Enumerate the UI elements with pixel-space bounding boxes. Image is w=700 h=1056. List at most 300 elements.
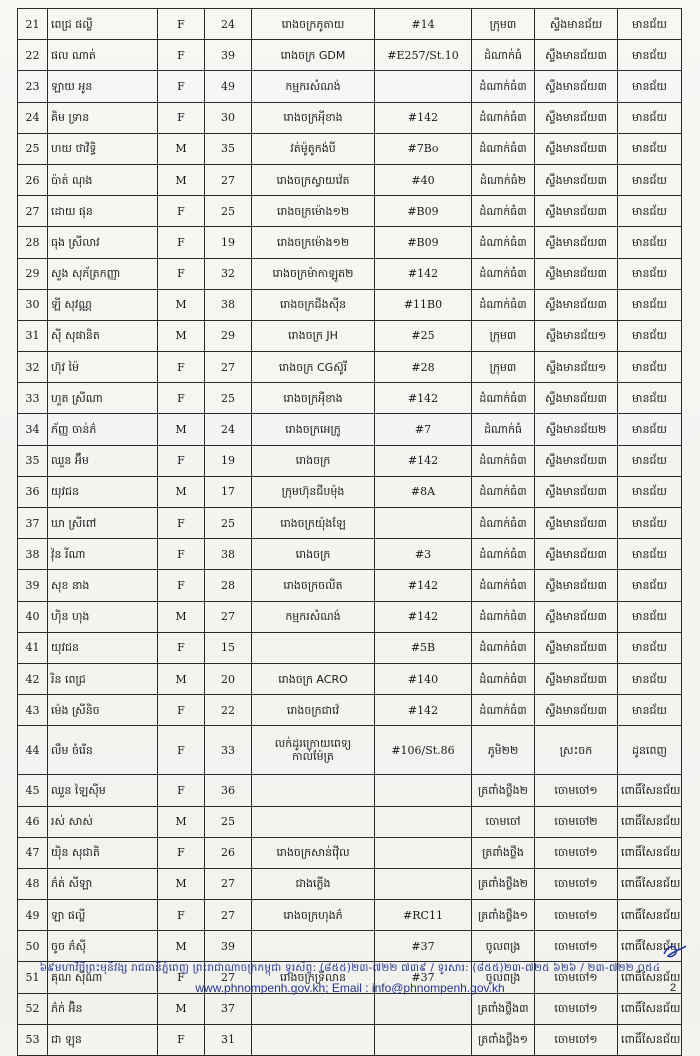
row-number-cell: 38 [18, 539, 48, 570]
row-number-cell: 24 [18, 102, 48, 133]
sex-cell: F [158, 900, 205, 931]
district-cell: មានជ័យ [618, 102, 682, 133]
row-number-cell: 26 [18, 164, 48, 195]
commune-cell: ស្ទឹងមានជ័យ៣ [535, 508, 618, 539]
person-name-cell: ភ៌ក់ អ៊ិន [48, 993, 158, 1024]
commune-cell: ស្ទឹងមានជ័យ៣ [535, 71, 618, 102]
person-name-cell: ឈួន អ៊ឹម [48, 445, 158, 476]
workplace-cell: រោងចក្រម៉ោង១២ [252, 196, 375, 227]
row-number-cell: 29 [18, 258, 48, 289]
workplace-cell: រោងចក្រសាន់វ៉ើល [252, 837, 375, 868]
person-name-cell: វ៉ុន រីណា [48, 539, 158, 570]
village-cell: ក្រុម៣ [472, 9, 535, 40]
person-name-cell: ឡាយ អូន [48, 71, 158, 102]
footer-address: ៦៩មហាវិថីព្រះមុនីវង្ស រាជធានីភ្នំពេញ ព្រះរាជាណាចក្រកម្ពុជា ទូរស័ព្ទ: (៨៥៥)២៣-៧២២ ៧៣៩ / ទូរសារ: (៨៥៥)២៣-៧២៥ ៦២៦ / ២៣-៧២២ ០៥៤ [39, 962, 661, 974]
table-row [18, 726, 682, 775]
table-row [18, 258, 682, 289]
roster-body [18, 9, 682, 1056]
house-number-cell: #11B0 [375, 289, 472, 320]
row-number-cell: 32 [18, 352, 48, 383]
row-number-cell: 46 [18, 806, 48, 837]
commune-cell: ស្ទឹងមានជ័យ១ [535, 320, 618, 351]
district-cell: ពោធិ៍សែនជ័យ [618, 962, 682, 993]
sex-cell: M [158, 868, 205, 899]
age-cell: 25 [205, 806, 252, 837]
commune-cell: ស្ទឹងមានជ័យ៣ [535, 196, 618, 227]
district-cell: មានជ័យ [618, 383, 682, 414]
commune-cell: ចោមចៅ១ [535, 775, 618, 806]
house-number-cell [375, 508, 472, 539]
commune-cell: ចោមចៅ១ [535, 993, 618, 1024]
house-number-cell: #B09 [375, 227, 472, 258]
commune-cell: ស្ទឹងមានជ័យ៣ [535, 445, 618, 476]
village-cell: ចូលពង្រ [472, 962, 535, 993]
row-number-cell: 51 [18, 962, 48, 993]
district-cell: មានជ័យ [618, 508, 682, 539]
age-cell: 27 [205, 868, 252, 899]
workplace-cell [252, 775, 375, 806]
district-cell: ពោធិ៍សែនជ័យ [618, 806, 682, 837]
age-cell: 25 [205, 508, 252, 539]
row-number-cell: 45 [18, 775, 48, 806]
row-number-cell: 48 [18, 868, 48, 899]
sex-cell: F [158, 962, 205, 993]
age-cell: 39 [205, 931, 252, 962]
commune-cell: ស្ទឹងមានជ័យ៣ [535, 258, 618, 289]
sex-cell: F [158, 1024, 205, 1055]
workplace-cell: រោងចក្រស្វាយវ៉េត [252, 164, 375, 195]
table-row [18, 414, 682, 445]
commune-cell: ស្ទឹងមានជ័យ៣ [535, 570, 618, 601]
age-cell: 29 [205, 320, 252, 351]
village-cell: ត្រពាំងថ្លឹង [472, 837, 535, 868]
sex-cell: M [158, 164, 205, 195]
district-cell: មានជ័យ [618, 632, 682, 663]
person-name-cell: គុណ ស៊ីណា [48, 962, 158, 993]
commune-cell: ចោមចៅ១ [535, 1024, 618, 1055]
sex-cell: F [158, 102, 205, 133]
commune-cell: ស្ទឹងមានជ័យ៣ [535, 695, 618, 726]
workplace-cell [252, 931, 375, 962]
table-row [18, 837, 682, 868]
village-cell: ដំណាក់ធំ៣ [472, 539, 535, 570]
house-number-cell: #142 [375, 570, 472, 601]
house-number-cell: #7Bo [375, 133, 472, 164]
row-number-cell: 36 [18, 476, 48, 507]
workplace-cell: រោងចក្រភូតាយ [252, 9, 375, 40]
table-row [18, 806, 682, 837]
village-cell: ដំណាក់ធំ៣ [472, 71, 535, 102]
district-cell: ដូនពេញ [618, 726, 682, 775]
house-number-cell: #3 [375, 539, 472, 570]
commune-cell: ចោមចៅ១ [535, 900, 618, 931]
age-cell: 24 [205, 9, 252, 40]
age-cell: 28 [205, 570, 252, 601]
district-cell: មានជ័យ [618, 601, 682, 632]
commune-cell: ស្ទឹងមានជ័យ៣ [535, 383, 618, 414]
letterhead-footer [0, 962, 700, 995]
row-number-cell: 33 [18, 383, 48, 414]
age-cell: 15 [205, 632, 252, 663]
commune-cell: ចោមចៅ១ [535, 931, 618, 962]
table-row [18, 289, 682, 320]
village-cell: ចោមចៅ [472, 806, 535, 837]
table-row [18, 102, 682, 133]
village-cell: ត្រពាំងថ្លឹង១ [472, 900, 535, 931]
person-name-cell: លឹម ចំរើន [48, 726, 158, 775]
village-cell: ដំណាក់ធំ [472, 40, 535, 71]
person-name-cell: សុខ នាង [48, 570, 158, 601]
workplace-cell: រោងចក្រអុីខាង [252, 383, 375, 414]
village-cell: ដំណាក់ធំ៣ [472, 601, 535, 632]
person-name-cell: រស់ សាស់ [48, 806, 158, 837]
row-number-cell: 52 [18, 993, 48, 1024]
workplace-cell: វត់ម៉ូតូកង់បី [252, 133, 375, 164]
village-cell: ត្រពាំងថ្លឹង១ [472, 1024, 535, 1055]
house-number-cell: #5B [375, 632, 472, 663]
row-number-cell: 27 [18, 196, 48, 227]
person-name-cell: ប៉ាត់ ណុង [48, 164, 158, 195]
house-number-cell: #142 [375, 383, 472, 414]
age-cell: 27 [205, 962, 252, 993]
person-name-cell: ឡា ផល្លី [48, 900, 158, 931]
village-cell: ដំណាក់ធំ៣ [472, 508, 535, 539]
village-cell: ដំណាក់ធំ៣ [472, 476, 535, 507]
person-name-cell: គិម ទ្រាន [48, 102, 158, 133]
person-name-cell: យុវជន [48, 632, 158, 663]
person-name-cell: យុវជន [48, 476, 158, 507]
row-number-cell: 50 [18, 931, 48, 962]
commune-cell: ស្ទឹងមានជ័យ៣ [535, 632, 618, 663]
age-cell: 19 [205, 227, 252, 258]
house-number-cell: #14 [375, 9, 472, 40]
person-name-cell: ឡី សុវណ្ណ [48, 289, 158, 320]
row-number-cell: 53 [18, 1024, 48, 1055]
age-cell: 35 [205, 133, 252, 164]
commune-cell: ស្ទឹងមានជ័យ៣ [535, 133, 618, 164]
village-cell: ដំណាក់ធំ៣ [472, 133, 535, 164]
village-cell: ដំណាក់ធំ៣ [472, 445, 535, 476]
table-row [18, 9, 682, 40]
sex-cell: M [158, 320, 205, 351]
district-cell: មានជ័យ [618, 570, 682, 601]
row-number-cell: 23 [18, 71, 48, 102]
person-name-cell: ជា ឡុន [48, 1024, 158, 1055]
age-cell: 32 [205, 258, 252, 289]
workplace-cell: រោងចក្រម៉ោង១២ [252, 227, 375, 258]
commune-cell: ស្ទឹងមានជ័យ៣ [535, 476, 618, 507]
sex-cell: F [158, 539, 205, 570]
sex-cell: F [158, 40, 205, 71]
district-cell: ពោធិ៍សែនជ័យ [618, 931, 682, 962]
signature-mark [660, 940, 690, 964]
table-row [18, 445, 682, 476]
age-cell: 31 [205, 1024, 252, 1055]
workplace-cell [252, 1024, 375, 1055]
district-cell: មានជ័យ [618, 196, 682, 227]
table-row [18, 695, 682, 726]
village-cell: ក្រុម៣ [472, 352, 535, 383]
workplace-cell [252, 993, 375, 1024]
commune-cell: ស្ទឹងមានជ័យ៣ [535, 601, 618, 632]
sex-cell: F [158, 71, 205, 102]
commune-cell: ស្ទឹងមានជ័យ៣ [535, 164, 618, 195]
row-number-cell: 21 [18, 9, 48, 40]
table-row [18, 663, 682, 694]
house-number-cell: #106/St.86 [375, 726, 472, 775]
age-cell: 25 [205, 196, 252, 227]
person-name-cell: ភ័ញ្ញ ចាន់ភ៌ [48, 414, 158, 445]
person-name-cell: ហ៊ិន ហុង [48, 601, 158, 632]
workplace-cell: រោងចក្រជីងស៊ីន [252, 289, 375, 320]
workplace-cell: រោងចក្រជាវ៉េ [252, 695, 375, 726]
sex-cell: M [158, 476, 205, 507]
commune-cell: ស្ទឹងមានជ័យ៣ [535, 40, 618, 71]
age-cell: 27 [205, 900, 252, 931]
district-cell: ពោធិ៍សែនជ័យ [618, 837, 682, 868]
house-number-cell [375, 775, 472, 806]
house-number-cell [375, 868, 472, 899]
house-number-cell: #7 [375, 414, 472, 445]
sex-cell: F [158, 695, 205, 726]
person-name-cell: ឃា ស្រីពៅ [48, 508, 158, 539]
age-cell: 27 [205, 352, 252, 383]
house-number-cell: #8A [375, 476, 472, 507]
workplace-cell: រោងចក្រ [252, 539, 375, 570]
table-row [18, 476, 682, 507]
district-cell: មានជ័យ [618, 71, 682, 102]
village-cell: ត្រពាំងថ្លឹង២ [472, 775, 535, 806]
commune-cell: ស្ទឹងមានជ័យ៣ [535, 663, 618, 694]
person-name-cell: ឈួន ឡៃស៊ីម [48, 775, 158, 806]
age-cell: 27 [205, 164, 252, 195]
table-row [18, 383, 682, 414]
person-name-cell: ពេជ្រ ផល្លី [48, 9, 158, 40]
table-row [18, 164, 682, 195]
village-cell: ដំណាក់ធំ៣ [472, 632, 535, 663]
row-number-cell: 22 [18, 40, 48, 71]
village-cell: ភូមិ២២ [472, 726, 535, 775]
sex-cell: F [158, 196, 205, 227]
age-cell: 37 [205, 993, 252, 1024]
house-number-cell: #37 [375, 962, 472, 993]
house-number-cell: #140 [375, 663, 472, 694]
district-cell: មានជ័យ [618, 164, 682, 195]
page-number: 2 [670, 982, 677, 994]
commune-cell: ស្ទឹងមានជ័យ១ [535, 352, 618, 383]
district-cell: មានជ័យ [618, 695, 682, 726]
table-row [18, 570, 682, 601]
workplace-cell: រោងចក្រ GDM [252, 40, 375, 71]
workplace-cell: រោងចក្រអេក្រូ [252, 414, 375, 445]
sex-cell: F [158, 9, 205, 40]
age-cell: 24 [205, 414, 252, 445]
person-name-cell: ហយ ថាវិទ្ធិ [48, 133, 158, 164]
village-cell: ដំណាក់ធំ៣ [472, 570, 535, 601]
workplace-cell: រោងចក្រ [252, 445, 375, 476]
sex-cell: F [158, 352, 205, 383]
table-row [18, 320, 682, 351]
table-row [18, 71, 682, 102]
age-cell: 36 [205, 775, 252, 806]
district-cell: មានជ័យ [618, 289, 682, 320]
commune-cell: ស្រះចក [535, 726, 618, 775]
workplace-cell: រោងចក្រហុងភ៌ [252, 900, 375, 931]
age-cell: 39 [205, 40, 252, 71]
table-row [18, 775, 682, 806]
row-number-cell: 30 [18, 289, 48, 320]
age-cell: 27 [205, 601, 252, 632]
district-cell: ពោធិ៍សែនជ័យ [618, 900, 682, 931]
village-cell: ដំណាក់ធំ៣ [472, 383, 535, 414]
house-number-cell: #37 [375, 931, 472, 962]
house-number-cell: #142 [375, 102, 472, 133]
row-number-cell: 25 [18, 133, 48, 164]
district-cell: មានជ័យ [618, 414, 682, 445]
commune-cell: ចោមចៅ២ [535, 806, 618, 837]
commune-cell: ស្ទឹងមានជ័យ៣ [535, 102, 618, 133]
age-cell: 19 [205, 445, 252, 476]
person-name-cell: ម៉េង ស្រីនិច [48, 695, 158, 726]
sex-cell: F [158, 383, 205, 414]
person-name-cell: សួង សុភ័ត្រកញ្ញា [48, 258, 158, 289]
village-cell: ត្រពាំងថ្លឹង២ [472, 868, 535, 899]
district-cell: ពោធិ៍សែនជ័យ [618, 1024, 682, 1055]
workplace-cell: ជាងភ្លើង [252, 868, 375, 899]
workplace-cell: រោងចក្រអុីខាង [252, 102, 375, 133]
commune-cell: ស្ទឹងមានជ័យ៣ [535, 539, 618, 570]
village-cell: ដំណាក់ធំ៣ [472, 695, 535, 726]
sex-cell: F [158, 508, 205, 539]
house-number-cell: #RC11 [375, 900, 472, 931]
row-number-cell: 37 [18, 508, 48, 539]
workplace-cell: កម្មករសំណង់ [252, 71, 375, 102]
village-cell: ដំណាក់ធំ៣ [472, 289, 535, 320]
table-row [18, 1024, 682, 1055]
age-cell: 25 [205, 383, 252, 414]
sex-cell: F [158, 227, 205, 258]
house-number-cell: #142 [375, 695, 472, 726]
table-row [18, 352, 682, 383]
district-cell: មានជ័យ [618, 445, 682, 476]
person-name-cell: រិន ពេជ្រ [48, 663, 158, 694]
district-cell: មានជ័យ [618, 9, 682, 40]
row-number-cell: 49 [18, 900, 48, 931]
row-number-cell: 44 [18, 726, 48, 775]
age-cell: 30 [205, 102, 252, 133]
person-name-cell: ភ៌ត់ សីឡា [48, 868, 158, 899]
sex-cell: F [158, 632, 205, 663]
person-name-cell: ធុង ស្រីលាវ [48, 227, 158, 258]
district-cell: មានជ័យ [618, 320, 682, 351]
age-cell: 49 [205, 71, 252, 102]
house-number-cell [375, 837, 472, 868]
row-number-cell: 41 [18, 632, 48, 663]
sex-cell: M [158, 931, 205, 962]
table-row [18, 40, 682, 71]
workplace-cell: រោងចក្រ CGស៊ូរី [252, 352, 375, 383]
age-cell: 38 [205, 289, 252, 320]
workplace-cell: រោងចក្រយ៉ុងឡែ [252, 508, 375, 539]
sex-cell: F [158, 570, 205, 601]
age-cell: 26 [205, 837, 252, 868]
sex-cell: M [158, 133, 205, 164]
sex-cell: F [158, 837, 205, 868]
commune-cell: ចោមចៅ១ [535, 837, 618, 868]
workplace-cell: រោងចក្រ JH [252, 320, 375, 351]
commune-cell: ស្ទឹងមានជ័យ២ [535, 414, 618, 445]
age-cell: 33 [205, 726, 252, 775]
table-row [18, 539, 682, 570]
table-row [18, 868, 682, 899]
house-number-cell [375, 71, 472, 102]
table-row [18, 632, 682, 663]
commune-cell: ចោមចៅ១ [535, 868, 618, 899]
table-row [18, 196, 682, 227]
sex-cell: F [158, 445, 205, 476]
sex-cell: M [158, 663, 205, 694]
house-number-cell: #40 [375, 164, 472, 195]
person-name-cell: ហួត ស្រីណា [48, 383, 158, 414]
row-number-cell: 28 [18, 227, 48, 258]
village-cell: ដំណាក់ធំ៣ [472, 663, 535, 694]
house-number-cell: #25 [375, 320, 472, 351]
district-cell: មានជ័យ [618, 227, 682, 258]
village-cell: ដំណាក់ធំ [472, 414, 535, 445]
table-row [18, 227, 682, 258]
workplace-cell: រោងចក្រចលីត [252, 570, 375, 601]
house-number-cell: #142 [375, 258, 472, 289]
district-cell: មានជ័យ [618, 663, 682, 694]
sex-cell: F [158, 726, 205, 775]
district-cell: មានជ័យ [618, 40, 682, 71]
village-cell: ដំណាក់ធំ២ [472, 164, 535, 195]
age-cell: 20 [205, 663, 252, 694]
village-cell: ត្រពាំងថ្លឹង៣ [472, 993, 535, 1024]
person-name-cell: យ៉ិន សុជាតិ [48, 837, 158, 868]
district-cell: ពោធិ៍សែនជ័យ [618, 775, 682, 806]
commune-cell: ស្ទឹងមានជ័យ៣ [535, 289, 618, 320]
age-cell: 38 [205, 539, 252, 570]
footer-contact: www.phnompenh.gov.kh; Email : info@phnompenh.gov.kh [195, 981, 505, 995]
row-number-cell: 40 [18, 601, 48, 632]
commune-cell: ចោមចៅ១ [535, 962, 618, 993]
person-name-cell: ផល ណាត់ [48, 40, 158, 71]
row-number-cell: 31 [18, 320, 48, 351]
district-cell: មានជ័យ [618, 258, 682, 289]
workplace-cell: រោងចក្រទ្រីលាន [252, 962, 375, 993]
person-name-cell: ចូច ភ៌ស៊ី [48, 931, 158, 962]
person-name-cell: ដោយ ផុន [48, 196, 158, 227]
sex-cell: M [158, 414, 205, 445]
workplace-cell: លក់ដូរក្រោយពេទ្យកាល់ម៉ែត្រ [252, 726, 375, 775]
table-row [18, 993, 682, 1024]
district-cell: ពោធិ៍សែនជ័យ [618, 868, 682, 899]
row-number-cell: 35 [18, 445, 48, 476]
table-row [18, 900, 682, 931]
district-cell: មានជ័យ [618, 476, 682, 507]
village-cell: ដំណាក់ធំ៣ [472, 102, 535, 133]
sex-cell: M [158, 806, 205, 837]
sex-cell: M [158, 289, 205, 320]
person-name-cell: ស៊ី សុផានិត [48, 320, 158, 351]
commune-cell: ស្ទឹងមានជ័យ [535, 9, 618, 40]
house-number-cell: #142 [375, 445, 472, 476]
row-number-cell: 34 [18, 414, 48, 445]
table-row [18, 931, 682, 962]
row-number-cell: 42 [18, 663, 48, 694]
house-number-cell: #142 [375, 601, 472, 632]
